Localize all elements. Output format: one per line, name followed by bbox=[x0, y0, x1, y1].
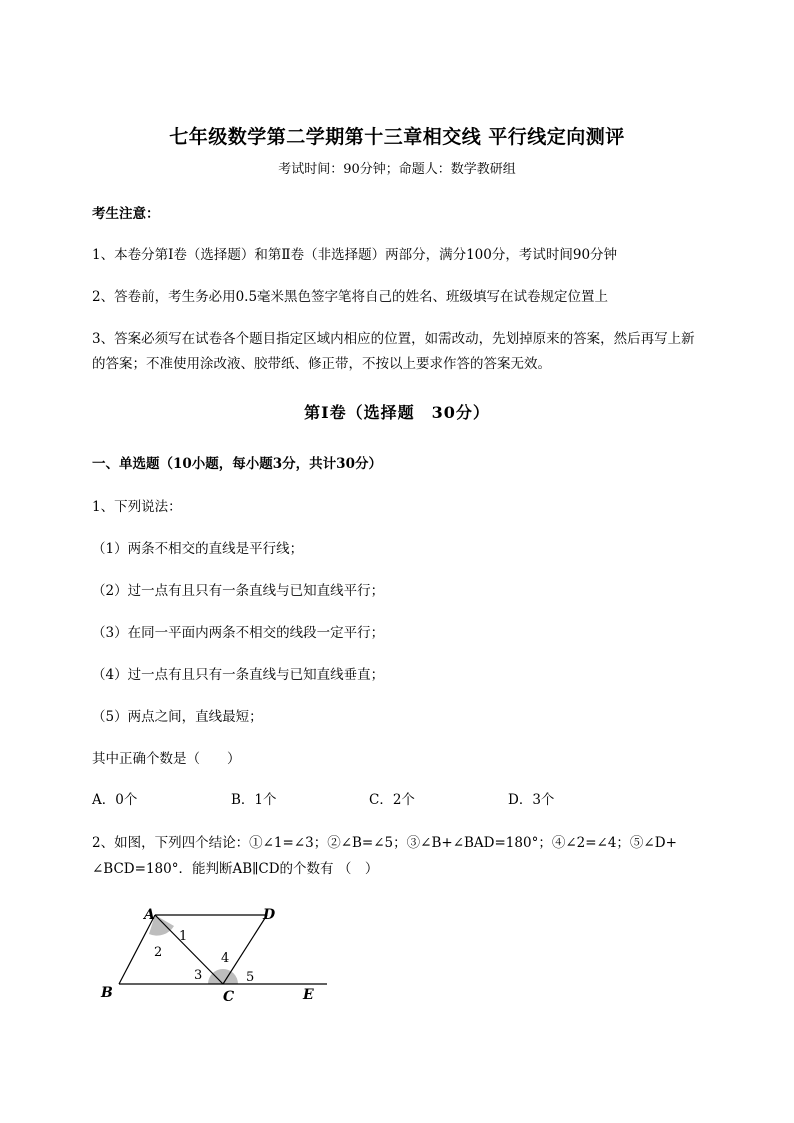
angle-arc-c bbox=[208, 969, 238, 984]
angle-label: 4 bbox=[221, 951, 230, 966]
choice-a[interactable]: A．0个 bbox=[92, 792, 138, 808]
statement: （3）在同一平面内两条不相交的线段一定平行； bbox=[92, 625, 385, 641]
angle-label: 1 bbox=[179, 929, 188, 944]
statement: （5）两点之间，直线最短； bbox=[92, 709, 263, 725]
angle-label: 3 bbox=[194, 968, 203, 983]
notice-item-continued: 的答案；不准使用涂改液、胶带纸、修正带，不按以上要求作答的答案无效。 bbox=[92, 356, 551, 372]
page-title: 七年级数学第二学期第十三章相交线 平行线定向测评 bbox=[169, 126, 625, 148]
line-ab bbox=[119, 915, 155, 984]
choice-d[interactable]: D．3个 bbox=[508, 792, 555, 808]
point-label: C bbox=[223, 989, 235, 1005]
statement: （1）两条不相交的直线是平行线； bbox=[92, 541, 304, 557]
point-label: A bbox=[144, 907, 155, 923]
angle-label: 5 bbox=[246, 970, 255, 985]
question-stem: 1、下列说法： bbox=[92, 499, 182, 515]
question-prompt: 其中正确个数是（ ） bbox=[92, 751, 241, 767]
choice-b[interactable]: B．1个 bbox=[231, 792, 277, 808]
statement: （2）过一点有且只有一条直线与已知直线平行； bbox=[92, 583, 385, 599]
question-stem: 2、如图，下列四个结论：①∠1=∠3；②∠B=∠5；③∠B+∠BAD=180°；④∠2=∠4；⑤∠D+ bbox=[92, 835, 677, 851]
geometry-figure bbox=[95, 900, 335, 1010]
notice-item: 3、答案必须写在试卷各个题目指定区域内相应的位置，如需改动，先划掉原来的答案，然后再写上新 bbox=[92, 331, 695, 347]
notice-heading: 考生注意： bbox=[92, 206, 160, 222]
exam-info: 考试时间：90分钟；命题人：数学教研组 bbox=[278, 162, 516, 177]
line-dc bbox=[223, 915, 267, 984]
section-title: 第I卷（选择题 30分） bbox=[304, 403, 490, 422]
point-label: B bbox=[101, 985, 113, 1001]
choice-c[interactable]: C．2个 bbox=[369, 792, 415, 808]
point-label: E bbox=[303, 987, 314, 1003]
question-stem-continued: ∠BCD=180°．能判断AB∥CD的个数有 （ ） bbox=[92, 861, 379, 877]
notice-item: 2、答卷前，考生务必用0.5毫米黑色签字笔将自己的姓名、班级填写在试卷规定位置上 bbox=[92, 289, 609, 305]
statement: （4）过一点有且只有一条直线与已知直线垂直； bbox=[92, 667, 385, 683]
part-heading: 一、单选题（10小题，每小题3分，共计30分） bbox=[92, 456, 382, 472]
angle-label: 2 bbox=[154, 945, 163, 960]
notice-item: 1、本卷分第I卷（选择题）和第Ⅱ卷（非选择题）两部分，满分100分，考试时间90分钟 bbox=[92, 247, 618, 263]
line-ac bbox=[155, 915, 223, 984]
point-label: D bbox=[263, 907, 276, 923]
